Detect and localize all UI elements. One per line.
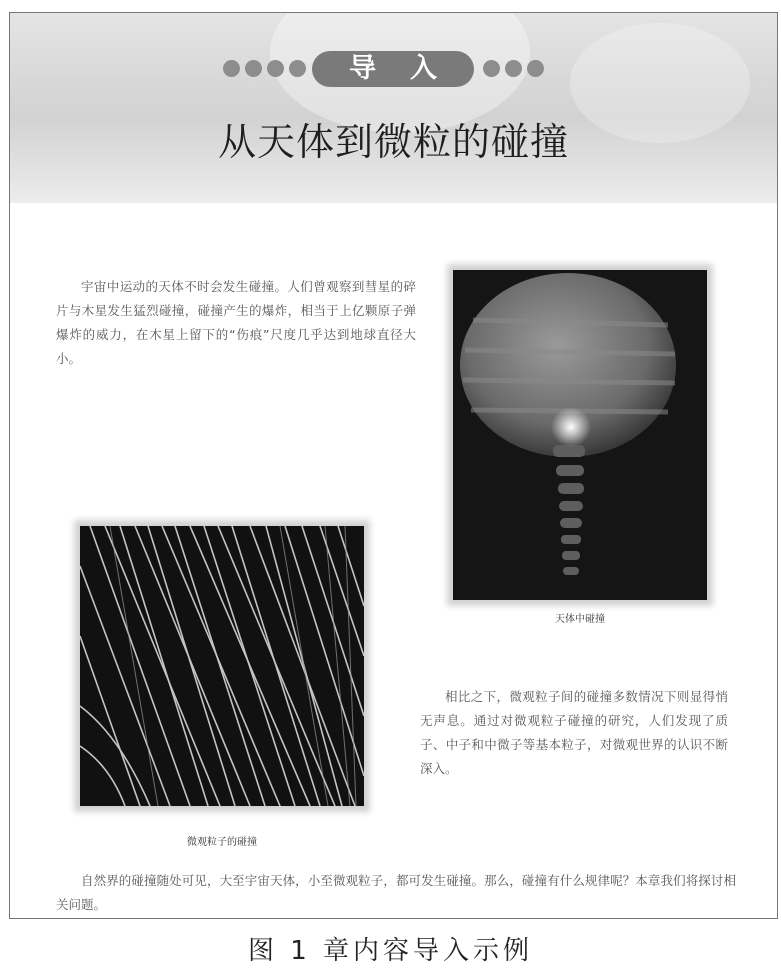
planet-collision-image xyxy=(453,270,707,600)
decorative-dots-right xyxy=(483,60,544,77)
dot-icon xyxy=(289,60,306,77)
planet-collision-photo xyxy=(453,270,707,600)
dot-icon xyxy=(505,60,522,77)
intro-paragraph-celestial: 宇宙中运动的天体不时会发生碰撞。人们曾观察到彗星的碎片与木星发生猛烈碰撞，碰撞产生的爆炸，相当于上亿颗原子弹爆炸的威力，在木星上留下的“伤痕”尺度几乎达到地球直径大小。 xyxy=(56,279,416,366)
chapter-title: 从天体到微粒的碰撞 xyxy=(217,120,569,164)
planet-photo-caption: 天体中碰撞 xyxy=(555,614,605,625)
particle-tracks-image xyxy=(80,526,364,806)
intro-badge: 导入 xyxy=(312,51,474,87)
tracks-photo-caption: 微观粒子的碰撞 xyxy=(187,837,257,848)
chapter-banner xyxy=(10,13,777,203)
textbook-page xyxy=(9,12,778,919)
decorative-dots-left xyxy=(223,60,306,77)
dot-icon xyxy=(267,60,284,77)
dot-icon xyxy=(527,60,544,77)
dot-icon xyxy=(223,60,240,77)
dot-icon xyxy=(483,60,500,77)
intro-paragraph-summary: 自然界的碰撞随处可见，大至宇宙天体，小至微观粒子，都可发生碰撞。那么，碰撞有什么规律呢？本章我们将探讨相关问题。 xyxy=(56,873,736,912)
dot-icon xyxy=(245,60,262,77)
intro-paragraph-particles: 相比之下，微观粒子间的碰撞多数情况下则显得悄无声息。通过对微观粒子碰撞的研究，人们发现了质子、中子和中微子等基本粒子，对微观世界的认识不断深入。 xyxy=(420,689,728,776)
figure-caption: 图 1 章内容导入示例 xyxy=(247,936,534,966)
particle-tracks-photo xyxy=(80,526,364,806)
